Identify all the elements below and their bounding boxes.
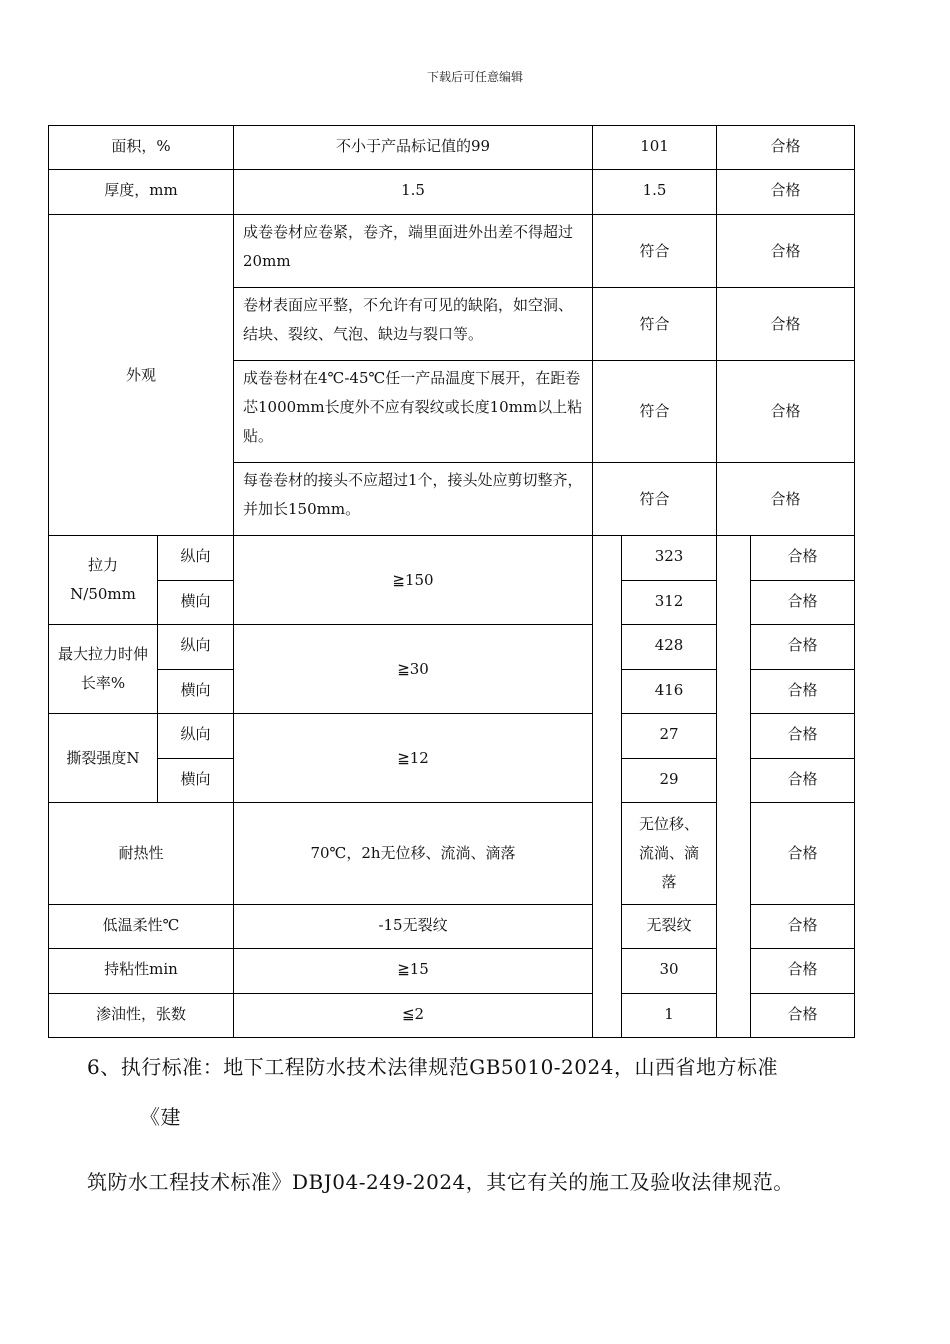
item-cell: 拉力N/50mm <box>49 536 158 625</box>
result-cell: 27 <box>622 714 717 759</box>
table-row <box>49 170 855 215</box>
verdict-cell: 合格 <box>751 670 855 714</box>
table-row <box>49 126 855 170</box>
direction-cell: 横向 <box>158 759 234 803</box>
verdict-cell: 合格 <box>751 949 855 994</box>
blank-cell <box>717 536 751 1038</box>
result-cell: 无位移、流淌、滴落 <box>622 803 717 905</box>
requirement-cell: 每卷卷材的接头不应超过1个，接头处应剪切整齐，并加长150mm。 <box>234 463 593 536</box>
verdict-cell: 合格 <box>751 803 855 905</box>
verdict-cell: 合格 <box>751 714 855 759</box>
result-cell: 312 <box>622 581 717 625</box>
item-cell: 面积，% <box>49 126 234 170</box>
result-cell: 416 <box>622 670 717 714</box>
verdict-cell: 合格 <box>717 170 855 215</box>
requirement-cell: 卷材表面应平整，不允许有可见的缺陷，如空洞、结块、裂纹、气泡、缺边与裂口等。 <box>234 288 593 361</box>
result-cell: 29 <box>622 759 717 803</box>
requirement-cell: 70℃，2h无位移、流淌、滴落 <box>234 803 593 905</box>
direction-cell: 纵向 <box>158 714 234 759</box>
result-cell: 101 <box>593 126 717 170</box>
verdict-cell: 合格 <box>717 463 855 536</box>
result-cell: 1.5 <box>593 170 717 215</box>
direction-cell: 横向 <box>158 581 234 625</box>
direction-cell: 横向 <box>158 670 234 714</box>
item-cell: 持粘性min <box>49 949 234 994</box>
verdict-cell: 合格 <box>751 625 855 670</box>
item-cell: 耐热性 <box>49 803 234 905</box>
verdict-cell: 合格 <box>717 288 855 361</box>
requirement-cell: ≦2 <box>234 994 593 1038</box>
requirement-cell: 成卷卷材应卷紧，卷齐，端里面进外出差不得超过20mm <box>234 215 593 288</box>
result-cell: 符合 <box>593 463 717 536</box>
verdict-cell: 合格 <box>751 759 855 803</box>
verdict-cell: 合格 <box>751 581 855 625</box>
result-cell: 30 <box>622 949 717 994</box>
requirement-cell: ≧12 <box>234 714 593 803</box>
result-cell: 无裂纹 <box>622 905 717 949</box>
direction-cell: 纵向 <box>158 536 234 581</box>
requirement-cell: ≧150 <box>234 536 593 625</box>
standard-line-3: 筑防水工程技术标准》DBJ04-249-2024，其它有关的施工及验收法律规范。 <box>87 1170 794 1194</box>
standard-line-2: 《建 <box>140 1105 181 1129</box>
verdict-cell: 合格 <box>717 361 855 463</box>
table-row <box>49 536 855 581</box>
table-row <box>49 215 855 288</box>
requirement-cell: ≧15 <box>234 949 593 994</box>
result-cell: 符合 <box>593 361 717 463</box>
page-header: 下载后可任意编辑 <box>426 70 523 84</box>
verdict-cell: 合格 <box>717 126 855 170</box>
verdict-cell: 合格 <box>717 215 855 288</box>
requirement-cell: 1.5 <box>234 170 593 215</box>
standard-line-1: 6、执行标准：地下工程防水技术法律规范GB5010-2024，山西省地方标准 <box>87 1055 778 1079</box>
verdict-cell: 合格 <box>751 905 855 949</box>
item-cell: 最大拉力时伸长率% <box>49 625 158 714</box>
result-cell: 428 <box>622 625 717 670</box>
item-cell: 撕裂强度N <box>49 714 158 803</box>
blank-cell <box>593 536 622 1038</box>
requirement-cell: 成卷卷材在4℃-45℃任一产品温度下展开，在距卷芯1000mm长度外不应有裂纹或长度10mm以上粘贴。 <box>234 361 593 463</box>
requirement-cell: ≧30 <box>234 625 593 714</box>
direction-cell: 纵向 <box>158 625 234 670</box>
item-cell: 渗油性，张数 <box>49 994 234 1038</box>
requirement-cell: 不小于产品标记值的99 <box>234 126 593 170</box>
verdict-cell: 合格 <box>751 994 855 1038</box>
result-cell: 323 <box>622 536 717 581</box>
result-cell: 1 <box>622 994 717 1038</box>
requirement-cell: -15无裂纹 <box>234 905 593 949</box>
item-cell: 低温柔性℃ <box>49 905 234 949</box>
item-cell: 厚度，mm <box>49 170 234 215</box>
inspection-table <box>48 125 855 1038</box>
result-cell: 符合 <box>593 288 717 361</box>
verdict-cell: 合格 <box>751 536 855 581</box>
item-cell: 外观 <box>49 215 234 536</box>
result-cell: 符合 <box>593 215 717 288</box>
